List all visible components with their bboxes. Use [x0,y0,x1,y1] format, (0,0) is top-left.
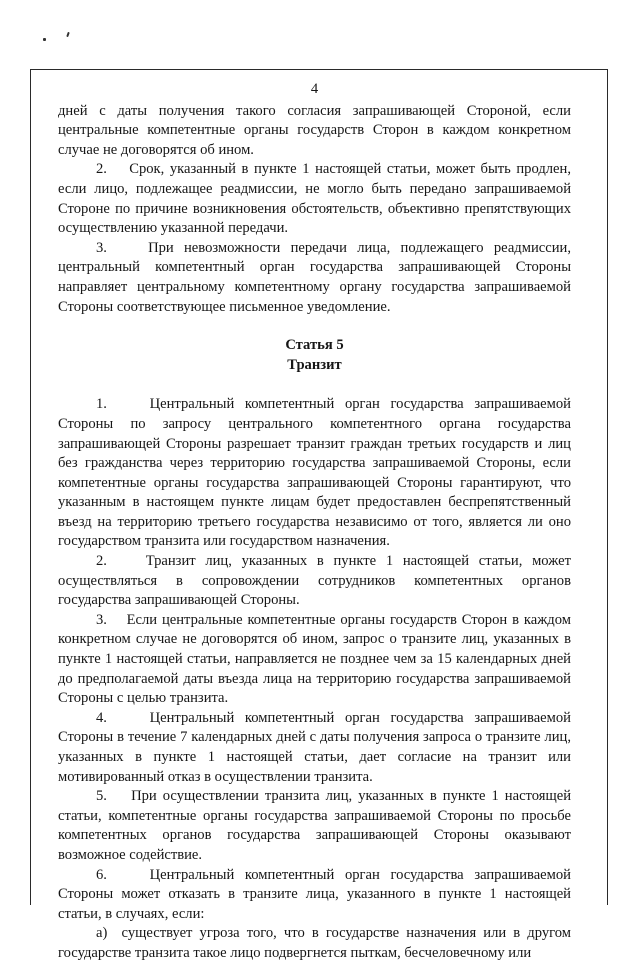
paragraph: 4. Центральный компетентный орган государства запрашиваемой Стороны в течение 7 календарных дней с даты получения запроса о транзите лиц, указанных в пункте 1 настоящей статьи, дает согласие на транзит или мотивированный отказ в осуществлении транзита. [58,709,571,785]
scan-speck [43,38,46,41]
scan-speck [66,32,70,37]
page-frame-right [607,69,608,905]
paragraph: 3. При невозможности передачи лица, подлежащего реадмиссии, центральный компетентный орган государства запрашивающей Стороны направляет центральному компетентному органу государства запрашиваемой Стороны соответствующее письменное уведомление. [58,239,571,315]
article-title: Транзит [287,356,342,373]
paragraph: а) существует угроза того, что в государстве назначения или в другом государстве транзита такое лицо подвергнется пыткам, бесчеловечному или [58,925,571,961]
paragraph: 2. Транзит лиц, указанных в пункте 1 настоящей статьи, может осуществляться в сопровождении сотрудников компетентных органов государства запрашивающей Стороны. [58,553,571,609]
paragraph: 3. Если центральные компетентные органы государств Сторон в каждом конкретном случае не договорятся об ином, запрос о транзите лиц, указанных в пункте 1 настоящей статьи, направляется не позднее чем за 15 календарных дней до предполагаемой даты въезда лица на территорию государства запрашиваемой Стороны с целью транзита. [58,611,571,707]
paragraphs-top [58,102,571,318]
paragraph: дней с даты получения такого согласия запрашивающей Стороной, если центральные компетентные органы государств Сторон в каждом конкретном случае не договорятся об ином. [58,102,571,158]
paragraph: 6. Центральный компетентный орган государства запрашиваемой Стороны может отказать в транзите лица, указанного в пункте 1 настоящей статьи, в случаях, если: [58,866,571,922]
paragraph: 1. Центральный компетентный орган государства запрашиваемой Стороны по запросу центрального компетентного органа государства запрашивающей Стороны разрешает транзит граждан третьих государств и лиц без гражданства через территорию государства запрашиваемой Стороны, если компетентные органы государства запрашивающей Стороны гарантируют, что указанным в настоящем пункте лицам будет предоставлен беспрепятственный въезд на территорию третьего государства независимо от того, является ли оно государством транзита или государством назначения. [58,396,571,550]
document-body [58,80,571,964]
page-frame-left [30,69,31,905]
article-heading [58,336,571,375]
paragraph: 2. Срок, указанный в пункте 1 настоящей статьи, может быть продлен, если лицо, подлежащее реадмиссии, не могло быть передано запрашиваемой Стороне по причине возникновения обстоятельств, объективно препятствующих осуществлению указанной передачи. [58,161,571,237]
page-number: 4 [310,81,319,97]
article-number: Статья 5 [285,337,344,354]
paragraph: 5. При осуществлении транзита лиц, указанных в пункте 1 настоящей статьи, компетентные органы государства запрашиваемой Стороны по просьбе компетентных органов государства запрашивающей Стороны оказывают возможное содействие. [58,788,571,863]
paragraphs-article [58,395,571,963]
page-frame-top [30,69,608,70]
